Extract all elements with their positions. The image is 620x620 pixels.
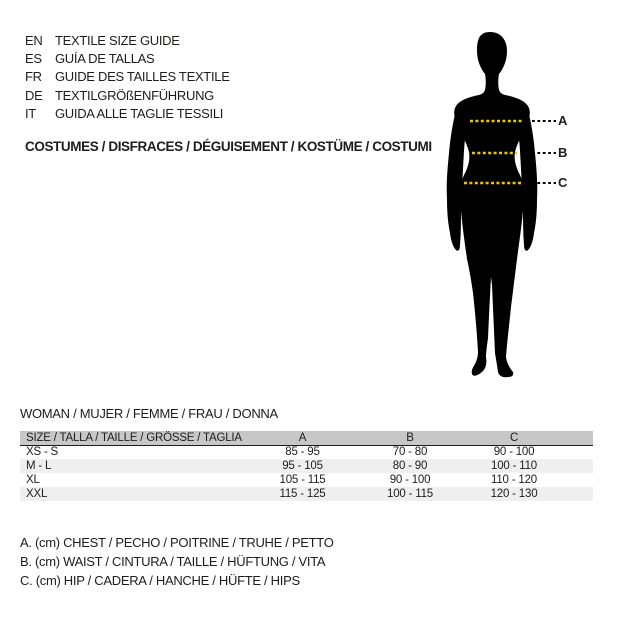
header-a: A	[250, 431, 355, 445]
header-c: C	[465, 431, 593, 445]
language-title: GUIDA ALLE TAGLIE TESSILI	[55, 106, 224, 122]
language-code: EN	[25, 32, 43, 48]
woman-silhouette-body	[454, 32, 530, 377]
marker-label-chest: A	[558, 113, 568, 128]
language-code: FR	[25, 69, 42, 85]
cell-a: 105 - 115	[279, 474, 326, 486]
language-row	[25, 31, 230, 49]
legend-chest: A. (cm) CHEST / PECHO / POITRINE / TRUHE / PETTO	[20, 535, 334, 550]
header-size: SIZE / TALLA / TAILLE / GRÖSSE / TAGLIA	[20, 431, 250, 445]
table-row	[20, 487, 593, 501]
cell-b: 70 - 80	[392, 446, 428, 459]
legend-waist: B. (cm) WAIST / CINTURA / TAILLE / HÜFTUNG / VITA	[20, 553, 326, 569]
category-heading: COSTUMES / DISFRACES / DÉGUISEMENT / KOSTÜME / COSTUMI	[25, 139, 432, 154]
language-title: TEXTILE SIZE GUIDE	[55, 32, 180, 48]
size-table	[20, 431, 593, 501]
marker-label-hip: C	[558, 175, 568, 190]
language-title: TEXTILGRÖßENFÜHRUNG	[55, 87, 214, 103]
cell-b: 100 - 115	[387, 488, 433, 500]
language-row	[25, 105, 230, 123]
header-b: B	[355, 431, 465, 445]
language-code: IT	[25, 106, 36, 122]
legend-hip: C. (cm) HIP / CADERA / HANCHE / HÜFTE / HIPS	[20, 572, 300, 588]
language-row	[25, 68, 230, 86]
cell-b: 90 - 100	[389, 474, 431, 486]
table-row	[20, 459, 593, 473]
woman-silhouette-svg	[420, 23, 570, 388]
table-row	[20, 445, 593, 459]
table-row	[20, 473, 593, 487]
cell-size: XL	[26, 474, 40, 486]
cell-size: XXL	[26, 488, 48, 500]
cell-size: M - L	[26, 460, 52, 472]
language-row	[25, 49, 230, 67]
cell-c: 120 - 130	[490, 488, 538, 500]
table-title-woman: WOMAN / MUJER / FEMME / FRAU / DONNA	[20, 406, 278, 421]
measurement-legend	[20, 535, 334, 591]
cell-c: 90 - 100	[493, 446, 535, 459]
cell-a: 85 - 95	[285, 446, 320, 459]
cell-size: XS - S	[26, 446, 59, 459]
cell-a: 95 - 105	[282, 460, 323, 472]
language-code: ES	[25, 51, 42, 67]
cell-a: 115 - 125	[279, 488, 326, 500]
cell-b: 80 - 90	[392, 460, 428, 472]
language-row	[25, 86, 230, 104]
measurement-figure	[420, 23, 570, 388]
table-header-row	[20, 431, 593, 445]
language-title: GUIDE DES TAILLES TEXTILE	[55, 69, 230, 85]
language-title: GUÍA DE TALLAS	[55, 51, 155, 67]
language-code: DE	[25, 87, 43, 103]
language-title-list	[25, 31, 230, 123]
marker-label-waist: B	[558, 145, 568, 160]
cell-c: 100 - 110	[491, 460, 537, 472]
cell-c: 110 - 120	[491, 474, 537, 486]
